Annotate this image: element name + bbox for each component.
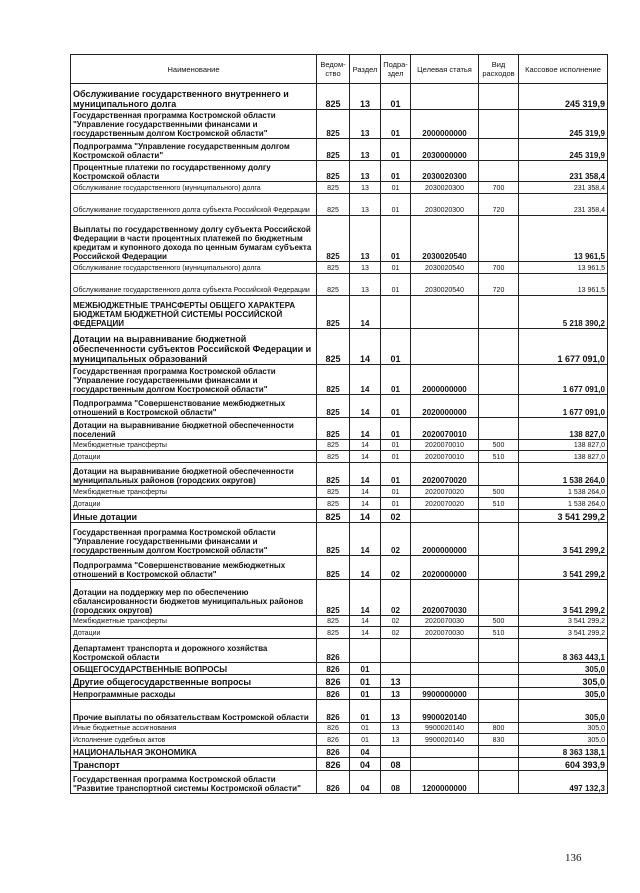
row-csr: 2020070030 [411, 616, 479, 627]
row-podrazdel: 08 [381, 771, 411, 794]
row-sum: 231 358,4 [519, 161, 608, 182]
row-razdel: 01 [350, 688, 381, 700]
row-ved: 825 [317, 161, 350, 182]
row-ved: 825 [317, 486, 350, 498]
table-row [71, 580, 608, 616]
row-podrazdel: 01 [381, 440, 411, 451]
row-razdel: 14 [350, 440, 381, 451]
row-name: Дотации [71, 451, 317, 463]
row-ved: 825 [317, 510, 350, 523]
row-razdel: 14 [350, 463, 381, 486]
row-sum: 305,0 [519, 688, 608, 700]
row-csr: 2000000000 [411, 110, 479, 139]
row-podrazdel: 01 [381, 262, 411, 274]
row-sum: 497 132,3 [519, 771, 608, 794]
table-row [71, 329, 608, 365]
row-vr [479, 639, 519, 663]
table-row [71, 182, 608, 194]
row-name: Исполнение судебных актов [71, 734, 317, 746]
row-vr [479, 418, 519, 440]
row-vr: 830 [479, 734, 519, 746]
row-podrazdel: 02 [381, 580, 411, 616]
row-name: Межбюджетные трансферты [71, 440, 317, 451]
row-razdel: 14 [350, 510, 381, 523]
row-csr: 2020070020 [411, 463, 479, 486]
row-razdel: 13 [350, 194, 381, 216]
row-sum: 13 961,5 [519, 216, 608, 262]
table-row [71, 440, 608, 451]
table-row [71, 723, 608, 734]
row-razdel: 14 [350, 451, 381, 463]
row-podrazdel: 01 [381, 451, 411, 463]
row-razdel: 14 [350, 365, 381, 395]
table-row [71, 365, 608, 395]
header-podrazdel: Подра-здел [381, 55, 411, 84]
row-name: Обслуживание государственного долга субъекта Российской Федерации [71, 194, 317, 216]
row-vr [479, 365, 519, 395]
row-name: Межбюджетные трансферты [71, 486, 317, 498]
row-vr [479, 216, 519, 262]
row-csr: 2020070010 [411, 418, 479, 440]
row-razdel: 01 [350, 723, 381, 734]
row-ved: 825 [317, 463, 350, 486]
row-ved: 825 [317, 110, 350, 139]
table-row [71, 216, 608, 262]
row-csr: 9900020140 [411, 723, 479, 734]
row-vr [479, 758, 519, 771]
table-row [71, 746, 608, 758]
row-podrazdel [381, 296, 411, 329]
row-sum: 604 393,9 [519, 758, 608, 771]
header-razdel: Раздел [350, 55, 381, 84]
row-vr [479, 110, 519, 139]
row-vr: 500 [479, 440, 519, 451]
row-csr: 9900000000 [411, 688, 479, 700]
row-name: Государственная программа Костромской области "Управление государственными финансами и государственным долгом Костромской области" [71, 110, 317, 139]
table-row [71, 675, 608, 688]
row-csr: 2030020300 [411, 161, 479, 182]
row-podrazdel: 02 [381, 556, 411, 580]
row-razdel: 14 [350, 395, 381, 418]
row-csr [411, 663, 479, 675]
row-csr: 2020070010 [411, 440, 479, 451]
row-ved: 825 [317, 418, 350, 440]
row-vr: 720 [479, 274, 519, 296]
table-row [71, 194, 608, 216]
row-csr [411, 758, 479, 771]
row-ved: 825 [317, 139, 350, 161]
row-podrazdel: 13 [381, 700, 411, 723]
row-razdel [350, 639, 381, 663]
row-ved: 826 [317, 734, 350, 746]
row-podrazdel [381, 746, 411, 758]
row-vr: 510 [479, 627, 519, 639]
row-ved: 825 [317, 216, 350, 262]
table-row [71, 139, 608, 161]
row-vr [479, 463, 519, 486]
table-header [71, 55, 608, 84]
row-csr: 2020070010 [411, 451, 479, 463]
header-ved: Ведом-ство [317, 55, 350, 84]
row-name: Другие общегосударственные вопросы [71, 675, 317, 688]
row-vr: 500 [479, 486, 519, 498]
row-vr [479, 510, 519, 523]
table-row [71, 84, 608, 110]
row-ved: 825 [317, 182, 350, 194]
row-name: Обслуживание государственного (муниципального) долга [71, 262, 317, 274]
row-csr: 9900020140 [411, 700, 479, 723]
row-ved: 825 [317, 262, 350, 274]
row-sum: 3 541 299,2 [519, 627, 608, 639]
row-sum: 305,0 [519, 675, 608, 688]
row-vr: 510 [479, 498, 519, 510]
table-row [71, 395, 608, 418]
row-ved: 825 [317, 523, 350, 556]
row-razdel: 13 [350, 216, 381, 262]
table-row [71, 274, 608, 296]
row-podrazdel: 02 [381, 510, 411, 523]
row-razdel: 13 [350, 84, 381, 110]
row-csr [411, 296, 479, 329]
row-sum: 245 319,9 [519, 110, 608, 139]
row-name: Дотации на поддержку мер по обеспечению сбалансированности бюджетов муниципальных районов (городских округов) [71, 580, 317, 616]
table-row [71, 758, 608, 771]
row-razdel: 13 [350, 161, 381, 182]
row-name: Непрограммные расходы [71, 688, 317, 700]
row-csr [411, 746, 479, 758]
row-razdel: 01 [350, 663, 381, 675]
row-vr [479, 675, 519, 688]
row-sum: 8 363 443,1 [519, 639, 608, 663]
row-sum: 1 538 264,0 [519, 498, 608, 510]
table-row [71, 771, 608, 794]
row-csr: 2030020300 [411, 182, 479, 194]
row-sum: 305,0 [519, 663, 608, 675]
row-name: Обслуживание государственного долга субъекта Российской Федерации [71, 274, 317, 296]
table-row [71, 616, 608, 627]
table-row [71, 498, 608, 510]
row-csr: 9900020140 [411, 734, 479, 746]
row-csr: 1200000000 [411, 771, 479, 794]
row-razdel: 04 [350, 758, 381, 771]
row-name: Выплаты по государственному долгу субъекта Российской Федерации в части процентных платежей по бюджетным кредитам и купонного дохода по ценным бумагам субъекта Российской Федерации [71, 216, 317, 262]
row-vr [479, 700, 519, 723]
row-ved: 825 [317, 395, 350, 418]
header-csr: Целевая статья [411, 55, 479, 84]
table-row [71, 161, 608, 182]
row-sum: 13 961,5 [519, 262, 608, 274]
row-ved: 826 [317, 758, 350, 771]
row-podrazdel [381, 663, 411, 675]
row-sum: 1 538 264,0 [519, 486, 608, 498]
row-ved: 826 [317, 675, 350, 688]
row-vr [479, 580, 519, 616]
page-number: 136 [565, 852, 582, 864]
row-sum: 3 541 299,2 [519, 510, 608, 523]
row-sum: 305,0 [519, 734, 608, 746]
header-name: Наименование [71, 55, 317, 84]
row-sum: 138 827,0 [519, 440, 608, 451]
row-vr [479, 139, 519, 161]
row-ved: 825 [317, 194, 350, 216]
row-podrazdel: 01 [381, 486, 411, 498]
row-csr: 2020000000 [411, 395, 479, 418]
row-podrazdel: 01 [381, 463, 411, 486]
row-razdel: 14 [350, 523, 381, 556]
row-vr [479, 395, 519, 418]
table-row [71, 688, 608, 700]
row-ved: 826 [317, 688, 350, 700]
row-podrazdel: 02 [381, 616, 411, 627]
row-vr [479, 296, 519, 329]
row-podrazdel: 01 [381, 498, 411, 510]
row-name: Дотации на выравнивание бюджетной обеспеченности муниципальных районов (городских округов) [71, 463, 317, 486]
row-ved: 825 [317, 84, 350, 110]
row-sum: 3 541 299,2 [519, 556, 608, 580]
row-razdel: 14 [350, 498, 381, 510]
row-sum: 3 541 299,2 [519, 616, 608, 627]
row-csr: 2000000000 [411, 523, 479, 556]
row-razdel: 01 [350, 734, 381, 746]
table-row [71, 627, 608, 639]
row-name: Процентные платежи по государственному долгу Костромской области [71, 161, 317, 182]
budget-table-sheet [70, 54, 608, 794]
row-ved: 825 [317, 580, 350, 616]
row-sum: 1 677 091,0 [519, 395, 608, 418]
row-csr: 2020070020 [411, 498, 479, 510]
row-csr [411, 639, 479, 663]
row-name: Иные бюджетные ассигнования [71, 723, 317, 734]
row-razdel: 14 [350, 556, 381, 580]
row-csr: 2020070020 [411, 486, 479, 498]
row-ved: 826 [317, 663, 350, 675]
row-razdel: 13 [350, 262, 381, 274]
row-csr: 2030020540 [411, 274, 479, 296]
row-sum: 245 319,9 [519, 84, 608, 110]
row-ved: 825 [317, 296, 350, 329]
row-sum: 13 961,5 [519, 274, 608, 296]
row-razdel: 01 [350, 700, 381, 723]
row-name: Обслуживание государственного внутреннего и муниципального долга [71, 84, 317, 110]
row-ved: 825 [317, 616, 350, 627]
table-row [71, 418, 608, 440]
row-podrazdel: 01 [381, 395, 411, 418]
row-ved: 825 [317, 556, 350, 580]
row-name: ОБЩЕГОСУДАРСТВЕННЫЕ ВОПРОСЫ [71, 663, 317, 675]
row-ved: 825 [317, 498, 350, 510]
row-ved: 826 [317, 746, 350, 758]
row-ved: 825 [317, 274, 350, 296]
row-name: Подпрограмма "Совершенствование межбюджетных отношений в Костромской области" [71, 395, 317, 418]
table-row [71, 556, 608, 580]
row-vr: 700 [479, 182, 519, 194]
row-razdel: 13 [350, 182, 381, 194]
table-row [71, 110, 608, 139]
row-podrazdel: 13 [381, 723, 411, 734]
row-podrazdel: 01 [381, 182, 411, 194]
table-row [71, 510, 608, 523]
row-sum: 3 541 299,2 [519, 523, 608, 556]
row-name: Подпрограмма "Совершенствование межбюджетных отношений в Костромской области" [71, 556, 317, 580]
row-sum: 231 358,4 [519, 182, 608, 194]
row-razdel: 14 [350, 329, 381, 365]
table-row [71, 451, 608, 463]
row-sum: 305,0 [519, 700, 608, 723]
row-sum: 245 319,9 [519, 139, 608, 161]
row-csr: 2030000000 [411, 139, 479, 161]
row-ved: 826 [317, 700, 350, 723]
row-vr: 500 [479, 616, 519, 627]
row-sum: 8 363 138,1 [519, 746, 608, 758]
row-csr: 2020000000 [411, 556, 479, 580]
row-name: Государственная программа Костромской области "Управление государственными финансами и государственным долгом Костромской области" [71, 365, 317, 395]
row-name: Подпрограмма "Управление государственным долгом Костромской области" [71, 139, 317, 161]
row-vr [479, 746, 519, 758]
row-name: Обслуживание государственного (муниципального) долга [71, 182, 317, 194]
header-vr: Вид расходов [479, 55, 519, 84]
row-podrazdel: 01 [381, 161, 411, 182]
row-ved: 825 [317, 440, 350, 451]
row-csr [411, 84, 479, 110]
table-row [71, 262, 608, 274]
row-razdel: 14 [350, 627, 381, 639]
row-ved: 825 [317, 329, 350, 365]
row-csr: 2030020300 [411, 194, 479, 216]
row-name: Дотации на выравнивание бюджетной обеспеченности субъектов Российской Федерации и муниципальных образований [71, 329, 317, 365]
row-razdel: 13 [350, 110, 381, 139]
row-podrazdel: 02 [381, 627, 411, 639]
row-csr: 2020070030 [411, 627, 479, 639]
row-csr: 2000000000 [411, 365, 479, 395]
row-vr [479, 161, 519, 182]
row-podrazdel: 01 [381, 110, 411, 139]
row-name: Государственная программа Костромской области "Управление государственными финансами и государственным долгом Костромской области" [71, 523, 317, 556]
row-razdel: 13 [350, 274, 381, 296]
header-sum: Кассовое исполнение [519, 55, 608, 84]
row-sum: 231 358,4 [519, 194, 608, 216]
row-name: Дотации [71, 627, 317, 639]
row-podrazdel: 13 [381, 688, 411, 700]
row-name: Транспорт [71, 758, 317, 771]
row-razdel: 14 [350, 580, 381, 616]
table-row [71, 296, 608, 329]
table-row [71, 663, 608, 675]
row-name: Дотации на выравнивание бюджетной обеспеченности поселений [71, 418, 317, 440]
row-name: Департамент транспорта и дорожного хозяйства Костромской области [71, 639, 317, 663]
table-row [71, 486, 608, 498]
row-razdel: 04 [350, 746, 381, 758]
row-csr [411, 510, 479, 523]
row-razdel: 13 [350, 139, 381, 161]
row-podrazdel: 13 [381, 675, 411, 688]
row-name: Дотации [71, 498, 317, 510]
row-podrazdel: 08 [381, 758, 411, 771]
table-row [71, 639, 608, 663]
row-podrazdel: 01 [381, 84, 411, 110]
row-podrazdel: 01 [381, 194, 411, 216]
row-ved: 826 [317, 771, 350, 794]
row-name: МЕЖБЮДЖЕТНЫЕ ТРАНСФЕРТЫ ОБЩЕГО ХАРАКТЕРА БЮДЖЕТАМ БЮДЖЕТНОЙ СИСТЕМЫ РОССИЙСКОЙ ФЕДЕРАЦИИ [71, 296, 317, 329]
row-razdel: 14 [350, 418, 381, 440]
row-csr: 2020070030 [411, 580, 479, 616]
row-sum: 5 218 390,2 [519, 296, 608, 329]
row-csr [411, 329, 479, 365]
row-razdel: 01 [350, 675, 381, 688]
row-podrazdel: 02 [381, 523, 411, 556]
row-sum: 1 677 091,0 [519, 329, 608, 365]
row-podrazdel: 01 [381, 216, 411, 262]
row-csr [411, 675, 479, 688]
row-vr: 700 [479, 262, 519, 274]
row-vr [479, 556, 519, 580]
row-vr [479, 84, 519, 110]
row-vr [479, 329, 519, 365]
table-row [71, 463, 608, 486]
row-vr [479, 663, 519, 675]
row-sum: 305,0 [519, 723, 608, 734]
row-name: Прочие выплаты по обязательствам Костромской области [71, 700, 317, 723]
row-podrazdel: 01 [381, 329, 411, 365]
row-podrazdel: 01 [381, 139, 411, 161]
row-razdel: 14 [350, 486, 381, 498]
row-ved: 826 [317, 723, 350, 734]
row-ved: 825 [317, 451, 350, 463]
row-razdel: 14 [350, 616, 381, 627]
row-csr: 2030020540 [411, 216, 479, 262]
row-podrazdel: 01 [381, 418, 411, 440]
table-row [71, 734, 608, 746]
row-podrazdel [381, 639, 411, 663]
row-name: НАЦИОНАЛЬНАЯ ЭКОНОМИКА [71, 746, 317, 758]
row-vr: 510 [479, 451, 519, 463]
table-row [71, 523, 608, 556]
row-sum: 138 827,0 [519, 451, 608, 463]
row-ved: 825 [317, 365, 350, 395]
row-vr [479, 688, 519, 700]
row-name: Государственная программа Костромской области "Развитие транспортной системы Костромской области" [71, 771, 317, 794]
row-razdel: 14 [350, 296, 381, 329]
row-podrazdel: 01 [381, 365, 411, 395]
table-row [71, 700, 608, 723]
row-vr [479, 771, 519, 794]
row-razdel: 04 [350, 771, 381, 794]
row-vr: 720 [479, 194, 519, 216]
row-name: Межбюджетные трансферты [71, 616, 317, 627]
row-podrazdel: 13 [381, 734, 411, 746]
budget-table [70, 54, 608, 794]
row-sum: 3 541 299,2 [519, 580, 608, 616]
row-vr: 800 [479, 723, 519, 734]
row-sum: 138 827,0 [519, 418, 608, 440]
row-podrazdel: 01 [381, 274, 411, 296]
row-vr [479, 523, 519, 556]
row-ved: 826 [317, 639, 350, 663]
row-ved: 825 [317, 627, 350, 639]
row-sum: 1 538 264,0 [519, 463, 608, 486]
row-csr: 2030020540 [411, 262, 479, 274]
row-name: Иные дотации [71, 510, 317, 523]
row-sum: 1 677 091,0 [519, 365, 608, 395]
